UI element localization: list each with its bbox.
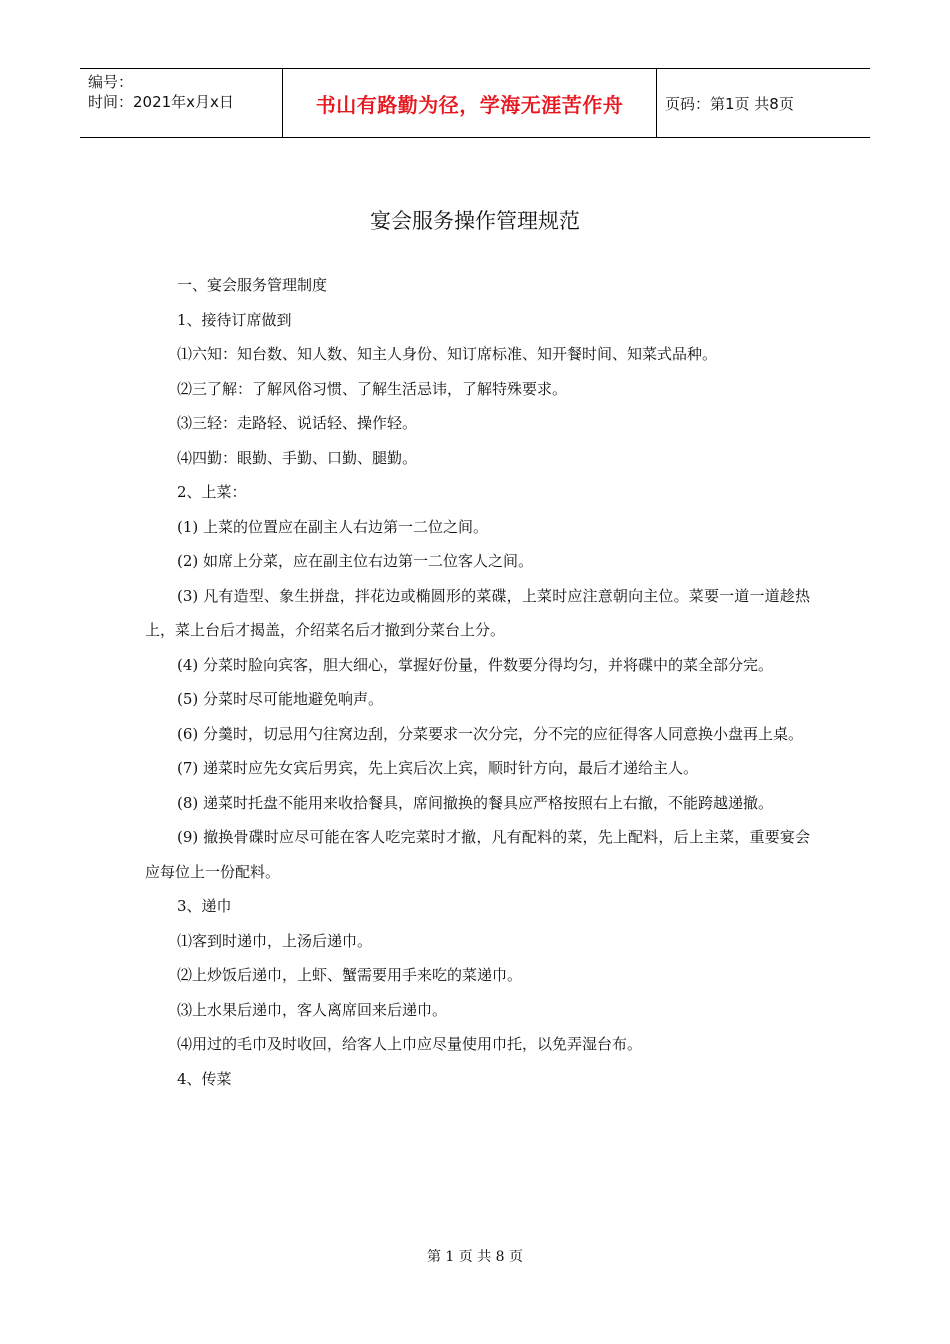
paragraph: ⑴客到时递巾，上汤后递巾。	[177, 931, 373, 950]
document-date: 时间：2021年x月x日	[88, 93, 234, 111]
paragraph: ⑷用过的毛巾及时收回，给客人上巾应尽量使用巾托，以免弄湿台布。	[177, 1035, 643, 1053]
paragraph: ⑶三轻：走路轻、说话轻、操作轻。	[177, 414, 418, 432]
paragraph: (3) 凡有造型、象生拼盘，拌花边或椭圆形的菜碟，上菜时应注意朝向主位。菜要一道一道趁热上，菜上台后才揭盖，介绍菜名后才撤到分菜台上分。	[145, 586, 810, 639]
header-page-info: 页码：第1页 共8页	[665, 94, 794, 113]
paragraph: (5) 分菜时尽可能地避免响声。	[177, 690, 384, 708]
header-motto: 书山有路勤为径，学海无涯苦作舟	[282, 69, 657, 137]
paragraph: (6) 分羹时，切忌用勺往窝边刮，分菜要求一次分完，分不完的应征得客人同意换小盘再上桌。	[177, 724, 804, 743]
paragraph: (9) 撤换骨碟时应尽可能在客人吃完菜时才撤，凡有配料的菜，先上配料，后上主菜，重要宴会应每位上一份配料。	[145, 828, 810, 881]
document-title: 宴会服务操作管理规范	[370, 209, 580, 233]
paragraph: (4) 分菜时脸向宾客，胆大细心，掌握好份量，件数要分得均匀，并将碟中的菜全部分完。	[177, 655, 774, 674]
document-body	[145, 268, 810, 1096]
document-number-label: 编号：	[88, 73, 134, 91]
paragraph: (2) 如席上分菜，应在副主位右边第一二位客人之间。	[177, 552, 534, 570]
paragraph: (8) 递菜时托盘不能用来收拾餐具，席间撤换的餐具应严格按照右上右撤，不能跨越递撤。	[177, 793, 774, 812]
paragraph: ⑵三了解：了解风俗习惯、了解生活忌讳，了解特殊要求。	[177, 379, 568, 398]
paragraph: 1、接待订席做到	[177, 310, 292, 329]
paragraph: ⑷四勤：眼勤、手勤、口勤、腿勤。	[177, 448, 418, 467]
page-header	[80, 68, 870, 138]
paragraph: 4、传菜	[177, 1069, 232, 1088]
page-footer: 第 1 页 共 8 页	[426, 1249, 524, 1265]
paragraph: 2、上菜：	[177, 483, 247, 501]
paragraph: ⑴六知：知台数、知人数、知主人身份、知订席标准、知开餐时间、知菜式品种。	[177, 345, 718, 363]
paragraph: (1) 上菜的位置应在副主人右边第一二位之间。	[177, 517, 489, 536]
header-meta	[80, 69, 282, 137]
paragraph: (7) 递菜时应先女宾后男宾，先上宾后次上宾，顺时针方向，最后才递给主人。	[177, 759, 699, 777]
paragraph: ⑵上炒饭后递巾，上虾、蟹需要用手来吃的菜递巾。	[177, 966, 523, 984]
paragraph: 一、宴会服务管理制度	[177, 276, 328, 294]
paragraph: ⑶上水果后递巾，客人离席回来后递巾。	[177, 1000, 448, 1019]
paragraph: 3、递巾	[177, 897, 232, 915]
